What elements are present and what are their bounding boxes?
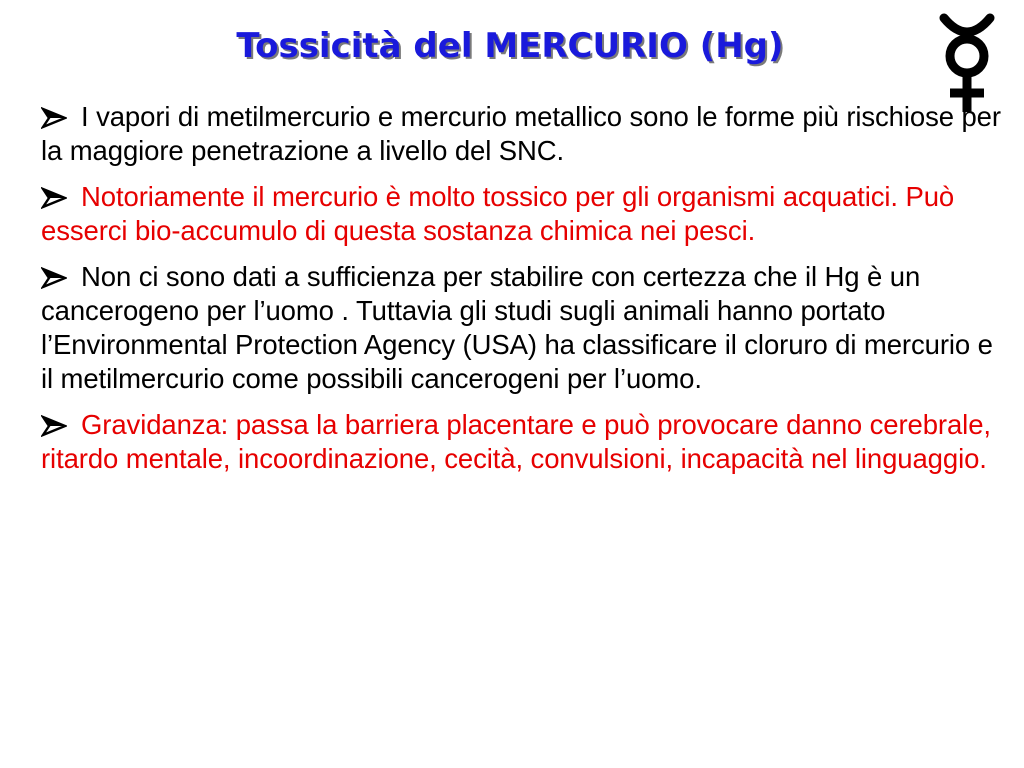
arrowhead-bullet-icon xyxy=(41,180,81,209)
bullet-item xyxy=(41,180,1006,248)
arrowhead-bullet-icon xyxy=(41,260,81,289)
bullet-item xyxy=(41,408,1006,476)
bullet-text: Non ci sono dati a sufficienza per stabilire con certezza che il Hg è un cancerogeno per l’uomo . Tuttavia gli studi sugli animali hanno portato l’Environmental Protection Agency (USA) ha classificare il cloruro di mercurio e il metilmercurio come possibili cancerogeni per l’uomo. xyxy=(41,261,993,394)
bullet-text: Gravidanza: passa la barriera placentare e può provocare danno cerebrale, ritardo mentale, incoordinazione, cecità, convulsioni, incapacità nel linguaggio. xyxy=(41,409,991,474)
bullet-item xyxy=(41,260,1006,396)
bullet-item xyxy=(41,100,1006,168)
arrowhead-bullet-icon xyxy=(41,408,81,437)
bullet-text: Notoriamente il mercurio è molto tossico per gli organismi acquatici. Può esserci bio-accumulo di questa sostanza chimica nei pesci. xyxy=(41,181,955,246)
arrowhead-bullet-icon xyxy=(41,100,81,129)
bullet-list xyxy=(41,100,1006,488)
bullet-text: I vapori di metilmercurio e mercurio metallico sono le forme più rischiose per la maggiore penetrazione a livello del SNC. xyxy=(41,101,1001,166)
slide-title: Tossicità del MERCURIO (Hg) xyxy=(236,26,784,66)
